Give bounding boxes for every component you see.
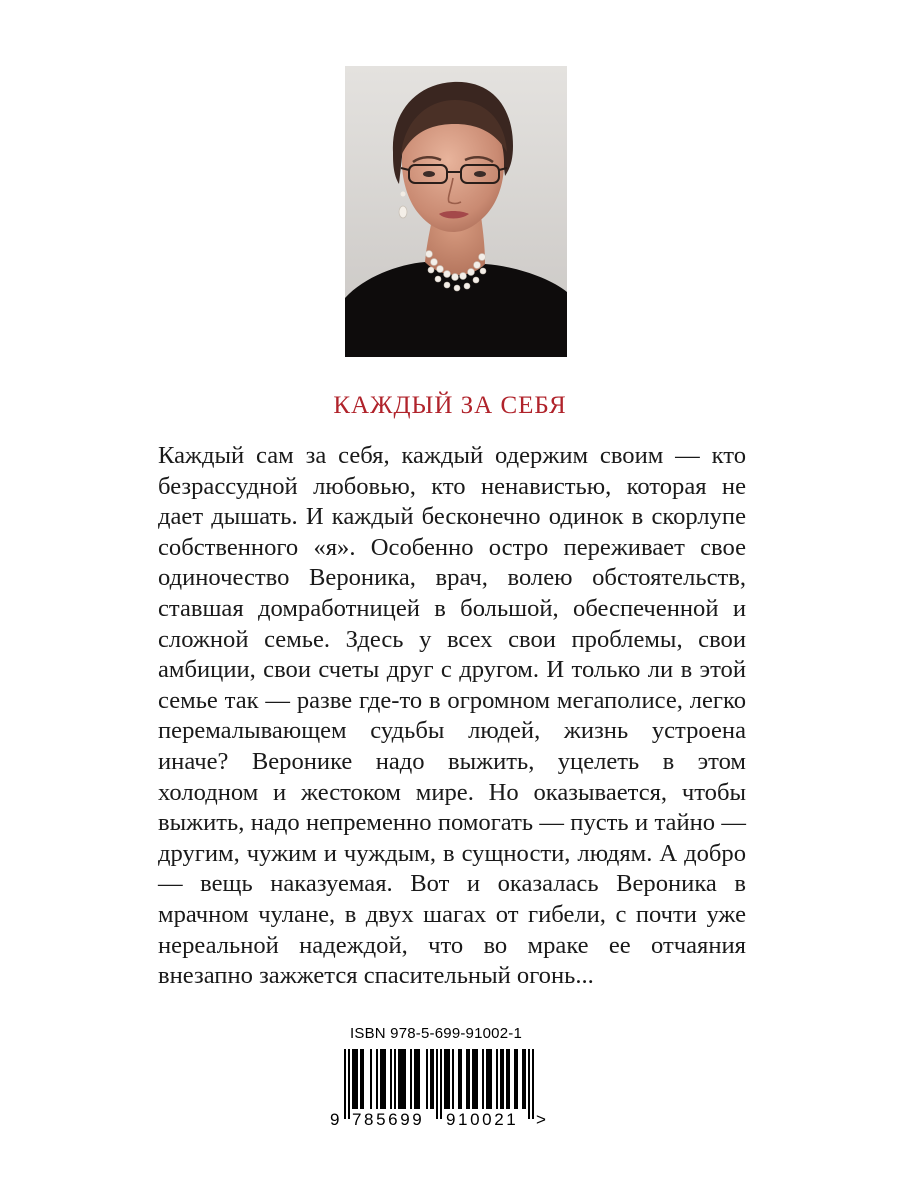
- barcode-bar: [352, 1049, 354, 1109]
- book-title: КАЖДЫЙ ЗА СЕБЯ: [333, 392, 567, 419]
- barcode-bar: [394, 1049, 396, 1109]
- barcode-bar: [486, 1049, 488, 1109]
- barcode-bar: [472, 1049, 474, 1109]
- barcode-bar: [444, 1049, 446, 1109]
- barcode-bar: [458, 1049, 460, 1109]
- ean-quiet-zone-mark: >: [536, 1110, 546, 1129]
- barcode-bar: [354, 1049, 356, 1109]
- barcode-bar: [404, 1049, 406, 1109]
- author-portrait: [345, 66, 567, 357]
- barcode-bars: [344, 1049, 540, 1119]
- barcode-bar: [532, 1049, 534, 1119]
- barcode-bar: [426, 1049, 428, 1109]
- author-portrait-image: [345, 66, 567, 357]
- barcode-bar: [468, 1049, 470, 1109]
- ean-left-digits: 785699: [352, 1110, 425, 1129]
- barcode-bar: [522, 1049, 524, 1109]
- barcode-bar: [344, 1049, 346, 1119]
- barcode-bar: [508, 1049, 510, 1109]
- barcode-bar: [476, 1049, 478, 1109]
- barcode-bar: [452, 1049, 454, 1109]
- isbn-barcode: [330, 1025, 570, 1135]
- barcode-bar: [448, 1049, 450, 1109]
- barcode-bar: [460, 1049, 462, 1109]
- barcode-bar: [514, 1049, 516, 1109]
- barcode-bar: [390, 1049, 392, 1109]
- barcode-bar: [416, 1049, 418, 1109]
- barcode-bar: [360, 1049, 362, 1109]
- barcode-bar: [436, 1049, 438, 1119]
- barcode-bar: [500, 1049, 502, 1109]
- barcode-bar: [490, 1049, 492, 1109]
- ean-first-digit: 9: [330, 1110, 340, 1129]
- barcode-bar: [362, 1049, 364, 1109]
- barcode-bar: [496, 1049, 498, 1109]
- barcode-bar: [524, 1049, 526, 1109]
- barcode-bar: [482, 1049, 484, 1109]
- barcode-bar: [474, 1049, 476, 1109]
- barcode-bar: [384, 1049, 386, 1109]
- barcode-bar: [348, 1049, 350, 1119]
- barcode-bar: [400, 1049, 402, 1109]
- ean-right-digits: 910021: [446, 1110, 519, 1129]
- book-annotation: [158, 441, 746, 992]
- barcode-bar: [430, 1049, 432, 1109]
- barcode-bar: [502, 1049, 504, 1109]
- barcode-bar: [402, 1049, 404, 1109]
- barcode-bar: [356, 1049, 358, 1109]
- barcode-bar: [376, 1049, 378, 1109]
- barcode-bar: [528, 1049, 530, 1119]
- barcode-bar: [382, 1049, 384, 1109]
- barcode-bar: [418, 1049, 420, 1109]
- barcode-bar: [446, 1049, 448, 1109]
- barcode-bar: [410, 1049, 412, 1109]
- barcode-bar: [466, 1049, 468, 1109]
- barcode-bar: [488, 1049, 490, 1109]
- isbn-number: ISBN 978-5-699-91002-1: [350, 1025, 523, 1042]
- annotation-text: Каждый сам за себя, каждый одержим своим — кто безрассудной любовью, кто ненавистью, которая не дает дышать. И каждый бесконечно одинок в скорлупе собственного «я». Особенно остро переживает свое одиночество Вероника, врач, волею обстоятельств, ставшая домработницей в большой, обеспеченной и сложной семье. Здесь у всех свои проблемы, свои амбиции, свои счеты друг с другом. И только ли в этой семье так — разве где-то в огромном мегаполисе, легко перемалывающем судьбы людей, жизнь устроена иначе? Веронике надо выжить, уцелеть в этом холодном и жестоком мире. Но оказывается, чтобы выжить, надо непременно помогать — пусть и тайно — другим, чужим и чуждым, в сущности, людям. А добро — вещь наказуемая. Вот и оказалась Вероника в мрачном чулане, в двух шагах от гибели, с почти уже нереальной надеждой, что во мраке ее отчаяния внезапно зажжется спасительный огонь...: [158, 442, 746, 990]
- barcode-bar: [370, 1049, 372, 1109]
- barcode-bar: [414, 1049, 416, 1109]
- barcode-bar: [432, 1049, 434, 1109]
- barcode-bar: [440, 1049, 442, 1119]
- barcode-bar: [516, 1049, 518, 1109]
- barcode-bar: [398, 1049, 400, 1109]
- barcode-bar: [380, 1049, 382, 1109]
- barcode-bar: [506, 1049, 508, 1109]
